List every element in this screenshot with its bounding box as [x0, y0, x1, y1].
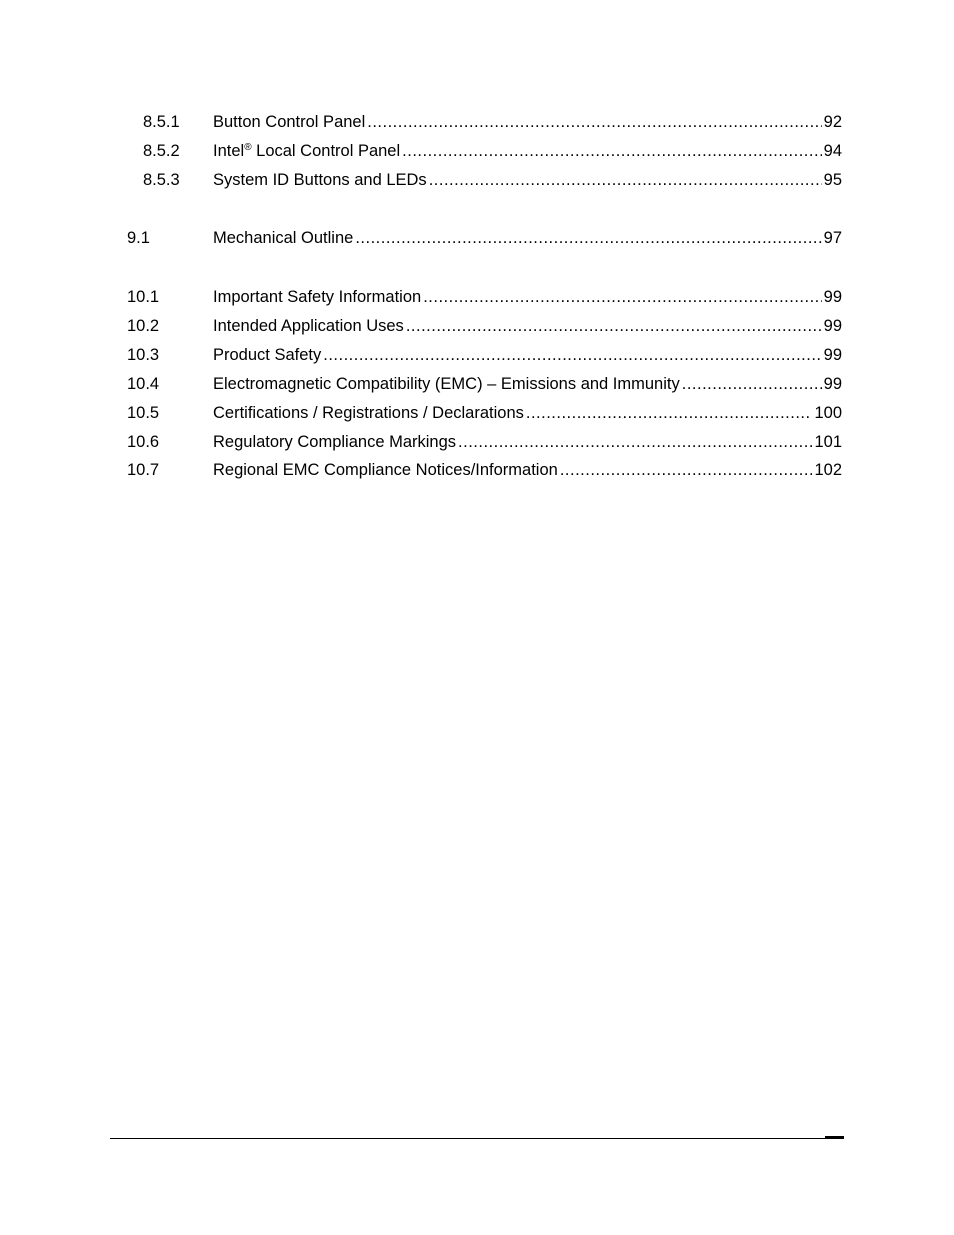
toc-dot-leader: [402, 139, 821, 163]
toc-title: System ID Buttons and LEDs: [213, 171, 427, 189]
toc-title: Button Control Panel: [213, 113, 366, 131]
toc-entry[interactable]: [213, 343, 842, 367]
toc-row[interactable]: [0, 168, 954, 192]
toc-section-number: 10.7: [127, 461, 160, 479]
toc-entry[interactable]: [213, 314, 842, 338]
toc-title: Important Safety Information: [213, 288, 422, 306]
toc-row[interactable]: [0, 314, 954, 338]
toc-page-number: 99: [823, 317, 842, 335]
toc-row[interactable]: [0, 110, 954, 134]
toc-entry[interactable]: [213, 372, 842, 396]
toc-page-number: 99: [823, 375, 842, 393]
toc-title: Certifications / Registrations / Declarations: [213, 404, 524, 422]
toc-section-number: 9.1: [127, 229, 150, 247]
toc-row[interactable]: [0, 458, 954, 482]
toc-row[interactable]: [0, 285, 954, 309]
toc-dot-leader: [560, 458, 813, 482]
footer-rule: [110, 1138, 844, 1139]
toc-section-number: 10.5: [127, 404, 160, 422]
toc-section-number: 8.5.2: [143, 142, 180, 160]
toc-row[interactable]: [0, 139, 954, 163]
toc-dot-leader: [406, 314, 822, 338]
toc-page-number: 102: [814, 461, 842, 479]
toc-page-number: 99: [823, 288, 842, 306]
toc-section-number: 8.5.3: [143, 171, 180, 189]
toc-section-number: 10.4: [127, 375, 160, 393]
toc-title: Mechanical Outline: [213, 229, 354, 247]
toc-entry[interactable]: [213, 139, 842, 163]
toc-page-number: 99: [823, 346, 842, 364]
toc-dot-leader: [423, 285, 821, 309]
toc-dot-leader: [682, 372, 822, 396]
toc-dot-leader: [323, 343, 821, 367]
toc-dot-leader: [526, 401, 813, 425]
registered-trademark-mark: ®: [244, 142, 252, 153]
toc-title: Regional EMC Compliance Notices/Information: [213, 461, 558, 479]
toc-entry[interactable]: [213, 168, 842, 192]
toc-section-number: 10.3: [127, 346, 160, 364]
toc-dot-leader: [367, 110, 821, 134]
toc-page-number: 92: [823, 113, 842, 131]
toc-title: Electromagnetic Compatibility (EMC) – Emissions and Immunity: [213, 375, 680, 393]
toc-page-number: 97: [823, 229, 842, 247]
toc-row[interactable]: [0, 343, 954, 367]
toc-page-number: 100: [814, 404, 842, 422]
toc-page-number: 95: [823, 171, 842, 189]
toc-title: Regulatory Compliance Markings: [213, 433, 457, 451]
toc-title: Product Safety: [213, 346, 322, 364]
toc-section-number: 10.2: [127, 317, 160, 335]
toc-entry[interactable]: [213, 110, 842, 134]
toc-page-number: 101: [814, 433, 842, 451]
toc-row[interactable]: [0, 430, 954, 454]
toc-entry[interactable]: [213, 226, 842, 250]
toc-entry[interactable]: [213, 458, 842, 482]
toc-dot-leader: [355, 226, 821, 250]
toc-page-number: 94: [823, 142, 842, 160]
toc-title: Intended Application Uses: [213, 317, 404, 335]
toc-row[interactable]: [0, 226, 954, 250]
toc-row[interactable]: [0, 372, 954, 396]
footer-page-mark: [825, 1136, 844, 1138]
toc-title: Intel® Local Control Panel: [213, 142, 401, 160]
toc-row[interactable]: [0, 401, 954, 425]
toc-section-number: 10.1: [127, 288, 160, 306]
toc-section-number: 8.5.1: [143, 113, 180, 131]
toc-dot-leader: [429, 168, 822, 192]
toc-entry[interactable]: [213, 430, 842, 454]
toc-entry[interactable]: [213, 401, 842, 425]
toc-entry[interactable]: [213, 285, 842, 309]
toc-section-number: 10.6: [127, 433, 160, 451]
toc-dot-leader: [458, 430, 812, 454]
